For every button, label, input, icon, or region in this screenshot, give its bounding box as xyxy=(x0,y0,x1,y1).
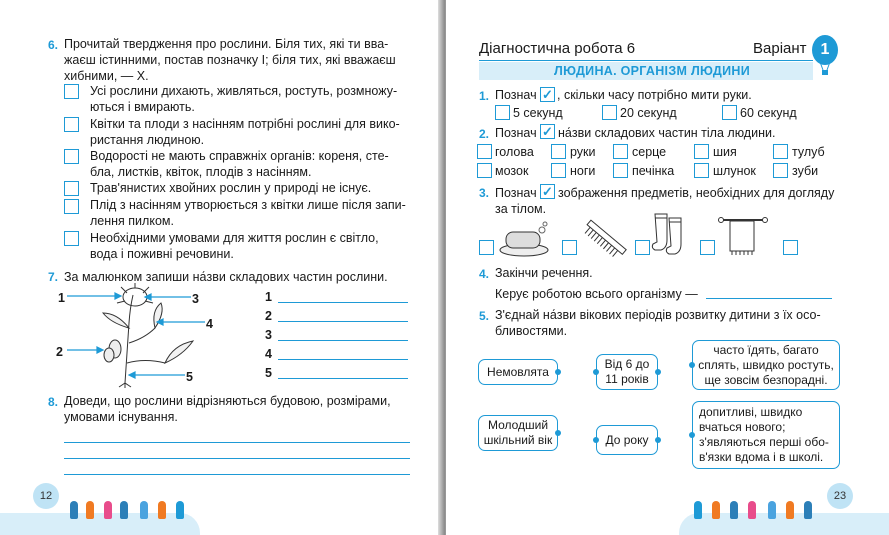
task-6-line: хибними, — Х. xyxy=(64,69,149,83)
task-8-number: 8. xyxy=(48,395,59,409)
item-checkbox[interactable] xyxy=(783,240,798,255)
connector-dot[interactable] xyxy=(593,369,599,375)
connector-dot[interactable] xyxy=(593,437,599,443)
period-schoolage[interactable]: Молодший шкільний вік xyxy=(478,415,558,451)
trait-infants[interactable]: часто їдять, багато сплять, швидко ростуть, ще зовсім безпорадні. xyxy=(692,340,840,390)
body-part-label: шия xyxy=(713,145,737,159)
footer-band xyxy=(0,513,200,535)
body-part-label: печінка xyxy=(632,164,675,178)
connector-dot[interactable] xyxy=(555,369,561,375)
option-label: 5 секунд xyxy=(513,106,563,120)
statement-checkbox[interactable] xyxy=(64,84,79,99)
body-part-checkbox[interactable] xyxy=(477,144,492,159)
statement-checkbox[interactable] xyxy=(64,199,79,214)
right-page xyxy=(446,0,889,535)
connector-dot[interactable] xyxy=(689,362,695,368)
variant-badge: 1 xyxy=(812,35,838,65)
plant-label-5: 5 xyxy=(186,370,193,384)
connector-dot[interactable] xyxy=(655,437,661,443)
child-figure-icon xyxy=(748,501,756,519)
page-number: 12 xyxy=(33,483,59,509)
answer-line[interactable] xyxy=(64,474,410,475)
child-figure-icon xyxy=(786,501,794,519)
answer-line[interactable] xyxy=(706,298,832,299)
balloon-basket-icon xyxy=(816,62,834,76)
footer-band xyxy=(679,513,889,535)
task-1-prefix: Познач xyxy=(495,88,537,102)
task-3-number: 3. xyxy=(479,186,490,200)
answer-number: 1 xyxy=(265,290,272,304)
statement-checkbox[interactable] xyxy=(64,231,79,246)
task-3-prefix: Познач xyxy=(495,186,537,200)
option-checkbox[interactable] xyxy=(495,105,510,120)
statement-checkbox[interactable] xyxy=(64,149,79,164)
answer-number: 3 xyxy=(265,328,272,342)
plant-label-2: 2 xyxy=(56,345,63,359)
statement-5: Плід з насінням утворюється з квітки лише після запи- лення пилком. xyxy=(90,198,406,228)
child-figure-icon xyxy=(804,501,812,519)
body-part-checkbox[interactable] xyxy=(694,144,709,159)
plant-illustration xyxy=(55,283,235,388)
body-part-checkbox[interactable] xyxy=(551,144,566,159)
variant-label: Варіант xyxy=(753,40,807,57)
soap-dish-icon xyxy=(498,220,550,258)
task-5-number: 5. xyxy=(479,309,490,323)
task-6-line: Прочитай твердження про рослини. Біля тих, які ти вва- xyxy=(64,37,389,51)
task-2-number: 2. xyxy=(479,127,490,141)
age-6-11[interactable]: Від 6 до 11 років xyxy=(596,354,658,390)
task-1-number: 1. xyxy=(479,89,490,103)
body-part-label: ноги xyxy=(570,164,596,178)
statement-3: Водорості не мають справжніх органів: кореня, сте- бла, листків, квіток, плодів з насінням. xyxy=(90,149,389,179)
child-figure-icon xyxy=(140,501,148,519)
task-2-text: на́зви складових частин тіла людини. xyxy=(558,126,776,140)
plant-label-1: 1 xyxy=(58,291,65,305)
comb-icon xyxy=(581,216,631,260)
task-4-number: 4. xyxy=(479,267,490,281)
body-part-checkbox[interactable] xyxy=(613,163,628,178)
task-6-text xyxy=(64,36,424,84)
body-part-checkbox[interactable] xyxy=(551,163,566,178)
child-figure-icon xyxy=(158,501,166,519)
child-figure-icon xyxy=(70,501,78,519)
task-4-sentence: Керує роботою всього організму — xyxy=(495,287,698,301)
child-figure-icon xyxy=(730,501,738,519)
child-figure-icon xyxy=(694,501,702,519)
period-немовлята[interactable]: Немовлята xyxy=(478,359,558,385)
statement-checkbox[interactable] xyxy=(64,181,79,196)
body-part-label: руки xyxy=(570,145,596,159)
task-4-text: Закінчи речення. xyxy=(495,266,593,280)
task-2-prefix: Познач xyxy=(495,126,537,140)
connector-dot[interactable] xyxy=(655,369,661,375)
item-checkbox[interactable] xyxy=(700,240,715,255)
child-figure-icon xyxy=(120,501,128,519)
socks-icon xyxy=(651,212,689,258)
option-label: 60 секунд xyxy=(740,106,797,120)
body-part-label: мозок xyxy=(495,164,529,178)
answer-line[interactable] xyxy=(278,321,408,322)
check-mark-sample: ✓ xyxy=(540,124,555,139)
option-checkbox[interactable] xyxy=(602,105,617,120)
statement-1: Усі рослини дихають, живляться, ростуть, розмножу- ються і вмирають. xyxy=(90,84,398,114)
child-figure-icon xyxy=(768,501,776,519)
answer-line[interactable] xyxy=(64,442,410,443)
left-page xyxy=(0,0,442,535)
answer-number: 2 xyxy=(265,309,272,323)
body-part-label: шлунок xyxy=(713,164,756,178)
answer-number: 5 xyxy=(265,366,272,380)
body-part-checkbox[interactable] xyxy=(694,163,709,178)
work-title: Діагностична робота 6 xyxy=(479,40,636,57)
check-mark-sample: ✓ xyxy=(540,87,555,102)
statement-2: Квітки та плоди з насінням потрібні рослині для вико- ристання людиною. xyxy=(90,117,400,147)
answer-line[interactable] xyxy=(278,340,408,341)
header-rule xyxy=(479,60,813,61)
answer-line[interactable] xyxy=(278,302,408,303)
check-mark-sample: ✓ xyxy=(540,184,555,199)
task-6-number: 6. xyxy=(48,38,59,52)
option-label: 20 секунд xyxy=(620,106,677,120)
section-title: ЛЮДИНА. ОРГАНІЗМ ЛЮДИНИ xyxy=(554,64,750,78)
connector-dot[interactable] xyxy=(555,430,561,436)
item-checkbox[interactable] xyxy=(562,240,577,255)
item-checkbox[interactable] xyxy=(635,240,650,255)
task-3-text-line1: зображення предметів, необхідних для догляду xyxy=(558,186,835,200)
body-part-checkbox[interactable] xyxy=(477,163,492,178)
task-6-line: жаєш істинними, постав позначку І; біля тих, які вважаєш xyxy=(64,53,396,67)
body-part-label: голова xyxy=(495,145,534,159)
child-figure-icon xyxy=(104,501,112,519)
child-figure-icon xyxy=(176,501,184,519)
answer-line[interactable] xyxy=(278,359,408,360)
body-part-checkbox[interactable] xyxy=(773,144,788,159)
task-3-text-line2: за тілом. xyxy=(495,202,547,216)
towel-rack-icon xyxy=(718,214,768,260)
body-part-checkbox[interactable] xyxy=(773,163,788,178)
option-checkbox[interactable] xyxy=(722,105,737,120)
body-part-label: серце xyxy=(632,145,667,159)
answer-line[interactable] xyxy=(278,378,408,379)
page-number: 23 xyxy=(827,483,853,509)
answer-number: 4 xyxy=(265,347,272,361)
answer-line[interactable] xyxy=(64,458,410,459)
statement-checkbox[interactable] xyxy=(64,117,79,132)
trait-schoolchildren[interactable]: допитливі, швидко вчаться нового; з'являються перші обо- в'язки вдома і в школі. xyxy=(692,401,840,469)
plant-label-3: 3 xyxy=(192,292,199,306)
body-part-checkbox[interactable] xyxy=(613,144,628,159)
statement-6: Необхідними умовами для життя рослин є світло, вода і поживні речовини. xyxy=(90,231,379,261)
task-8-text: Доведи, що рослини відрізняються будовою, розмірами, умовами існування. xyxy=(64,394,391,424)
task-1-text: , скільки часу потрібно мити руки. xyxy=(557,88,752,102)
task-7-number: 7. xyxy=(48,270,59,284)
item-checkbox[interactable] xyxy=(479,240,494,255)
child-figure-icon xyxy=(86,501,94,519)
plant-label-4: 4 xyxy=(206,317,213,331)
child-figure-icon xyxy=(712,501,720,519)
statement-4: Трав'янистих хвойних рослин у природі не існує. xyxy=(90,181,372,195)
task-5-text: З'єднай на́зви вікових періодів розвитку дитини з їх осо- бливостями. xyxy=(495,308,821,338)
age-up-to-year[interactable]: До року xyxy=(596,425,658,455)
body-part-label: тулуб xyxy=(792,145,825,159)
body-part-label: зуби xyxy=(792,164,819,178)
task-7-text: За малюнком запиши на́зви складових частин рослини. xyxy=(64,270,388,284)
connector-dot[interactable] xyxy=(689,432,695,438)
